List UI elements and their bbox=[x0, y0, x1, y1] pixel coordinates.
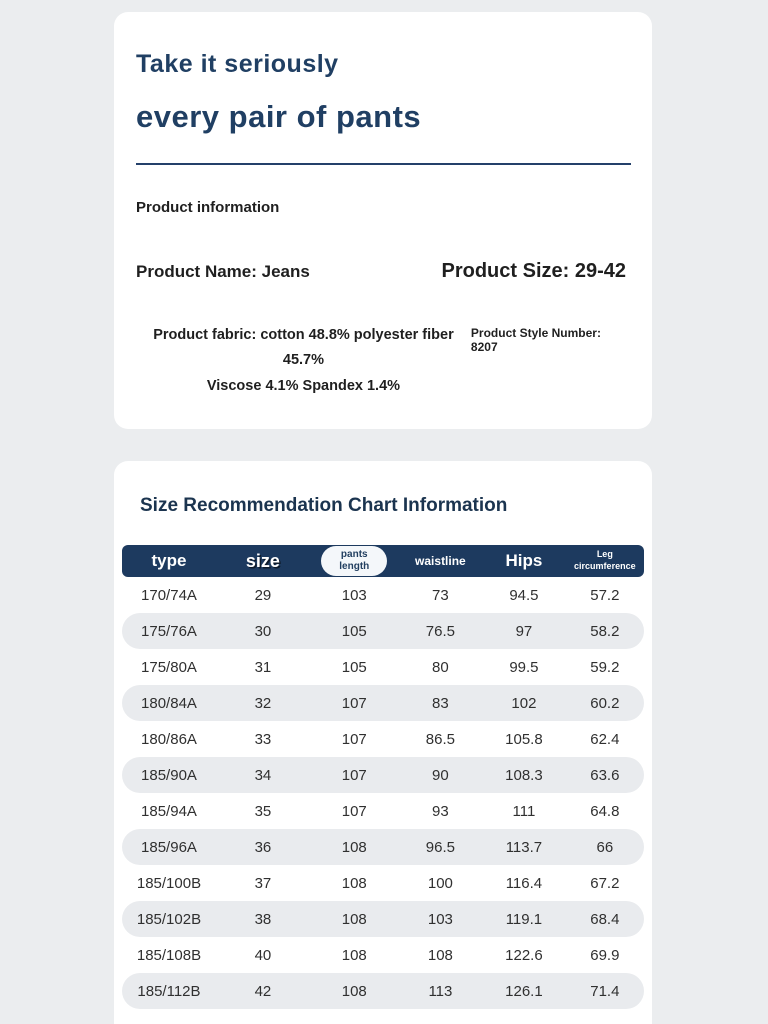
table-row bbox=[122, 721, 644, 757]
table-cell: 126.1 bbox=[482, 973, 566, 1009]
table-cell: 71.4 bbox=[566, 973, 644, 1009]
column-header-leg-circumference: Leg circumference bbox=[566, 545, 644, 577]
table-cell: 107 bbox=[310, 793, 399, 829]
table-cell: 31 bbox=[216, 649, 310, 685]
table-cell: 35 bbox=[216, 793, 310, 829]
column-header-hips: Hips bbox=[482, 545, 566, 577]
table-cell: 69.9 bbox=[566, 937, 644, 973]
table-cell: 175/76A bbox=[122, 613, 216, 649]
table-cell: 73 bbox=[399, 577, 483, 613]
table-cell: 99.5 bbox=[482, 649, 566, 685]
table-cell: 80 bbox=[399, 649, 483, 685]
table-cell: 108.3 bbox=[482, 757, 566, 793]
table-cell: 185/112B bbox=[122, 973, 216, 1009]
column-header-type: type bbox=[122, 545, 216, 577]
table-cell: 108 bbox=[310, 901, 399, 937]
table-cell: 102 bbox=[482, 685, 566, 721]
table-cell: 34 bbox=[216, 757, 310, 793]
table-cell: 103 bbox=[399, 901, 483, 937]
table-cell: 108 bbox=[310, 973, 399, 1009]
product-fabric-line2: Viscose 4.1% Spandex 1.4% bbox=[206, 377, 401, 394]
table-cell: 40 bbox=[216, 937, 310, 973]
table-header-row bbox=[122, 545, 644, 577]
table-row bbox=[122, 973, 644, 1009]
table-cell: 42 bbox=[216, 973, 310, 1009]
table-cell: 180/86A bbox=[122, 721, 216, 757]
product-fabric bbox=[136, 323, 471, 399]
size-chart-card bbox=[114, 461, 652, 1024]
table-row bbox=[122, 757, 644, 793]
table-cell: 107 bbox=[310, 685, 399, 721]
product-size: Product Size: 29-42 bbox=[441, 260, 626, 282]
table-cell: 100 bbox=[399, 865, 483, 901]
table-cell: 108 bbox=[310, 829, 399, 865]
table-cell: 113 bbox=[399, 973, 483, 1009]
table-row bbox=[122, 577, 644, 613]
table-cell: 66 bbox=[566, 829, 644, 865]
hero-title-line1: Take it seriously bbox=[136, 50, 339, 78]
column-header-pants-length: pants length bbox=[310, 545, 399, 577]
table-cell: 103 bbox=[310, 577, 399, 613]
table-cell: 38 bbox=[216, 901, 310, 937]
table-cell: 29 bbox=[216, 577, 310, 613]
table-cell: 122.6 bbox=[482, 937, 566, 973]
table-row bbox=[122, 613, 644, 649]
table-cell: 185/96A bbox=[122, 829, 216, 865]
table-cell: 63.6 bbox=[566, 757, 644, 793]
table-cell: 58.2 bbox=[566, 613, 644, 649]
size-table-body bbox=[122, 577, 644, 1009]
table-cell: 185/90A bbox=[122, 757, 216, 793]
table-cell: 97 bbox=[482, 613, 566, 649]
product-info-card bbox=[114, 12, 652, 429]
table-row bbox=[122, 829, 644, 865]
table-cell: 170/74A bbox=[122, 577, 216, 613]
table-cell: 33 bbox=[216, 721, 310, 757]
table-cell: 30 bbox=[216, 613, 310, 649]
table-row bbox=[122, 649, 644, 685]
table-row bbox=[122, 685, 644, 721]
column-header-waistline: waistline bbox=[399, 545, 483, 577]
table-cell: 111 bbox=[482, 793, 566, 829]
table-cell: 93 bbox=[399, 793, 483, 829]
table-row bbox=[122, 937, 644, 973]
table-cell: 59.2 bbox=[566, 649, 644, 685]
hero-title-line2: every pair of pants bbox=[136, 99, 422, 134]
table-cell: 90 bbox=[399, 757, 483, 793]
divider-line bbox=[136, 163, 631, 165]
table-cell: 108 bbox=[310, 937, 399, 973]
table-cell: 62.4 bbox=[566, 721, 644, 757]
table-cell: 113.7 bbox=[482, 829, 566, 865]
product-fabric-row bbox=[136, 323, 634, 399]
table-cell: 94.5 bbox=[482, 577, 566, 613]
table-cell: 64.8 bbox=[566, 793, 644, 829]
table-cell: 116.4 bbox=[482, 865, 566, 901]
product-name-size-row bbox=[136, 260, 634, 283]
table-cell: 76.5 bbox=[399, 613, 483, 649]
table-row bbox=[122, 793, 644, 829]
size-chart-heading: Size Recommendation Chart Information bbox=[140, 495, 508, 517]
table-cell: 185/108B bbox=[122, 937, 216, 973]
table-cell: 185/102B bbox=[122, 901, 216, 937]
table-row bbox=[122, 901, 644, 937]
table-cell: 175/80A bbox=[122, 649, 216, 685]
table-cell: 185/94A bbox=[122, 793, 216, 829]
table-cell: 107 bbox=[310, 721, 399, 757]
table-cell: 36 bbox=[216, 829, 310, 865]
table-cell: 37 bbox=[216, 865, 310, 901]
size-table bbox=[122, 545, 644, 1009]
table-cell: 105 bbox=[310, 649, 399, 685]
product-style-number: Product Style Number: 8207 bbox=[470, 326, 601, 354]
product-name: Product Name: Jeans bbox=[136, 262, 310, 281]
table-cell: 68.4 bbox=[566, 901, 644, 937]
table-row bbox=[122, 865, 644, 901]
table-cell: 105.8 bbox=[482, 721, 566, 757]
table-cell: 57.2 bbox=[566, 577, 644, 613]
product-info-label: Product information bbox=[136, 199, 280, 216]
table-cell: 96.5 bbox=[399, 829, 483, 865]
table-cell: 67.2 bbox=[566, 865, 644, 901]
table-cell: 185/100B bbox=[122, 865, 216, 901]
table-cell: 108 bbox=[310, 865, 399, 901]
table-cell: 32 bbox=[216, 685, 310, 721]
table-cell: 86.5 bbox=[399, 721, 483, 757]
table-cell: 108 bbox=[399, 937, 483, 973]
product-fabric-line1: Product fabric: cotton 48.8% polyester fiber 45.7% bbox=[153, 327, 454, 369]
size-table-head bbox=[122, 545, 644, 577]
table-cell: 107 bbox=[310, 757, 399, 793]
column-header-size: size bbox=[216, 545, 310, 577]
table-cell: 105 bbox=[310, 613, 399, 649]
content-column bbox=[114, 0, 652, 1024]
table-cell: 119.1 bbox=[482, 901, 566, 937]
table-cell: 60.2 bbox=[566, 685, 644, 721]
table-cell: 83 bbox=[399, 685, 483, 721]
table-cell: 180/84A bbox=[122, 685, 216, 721]
